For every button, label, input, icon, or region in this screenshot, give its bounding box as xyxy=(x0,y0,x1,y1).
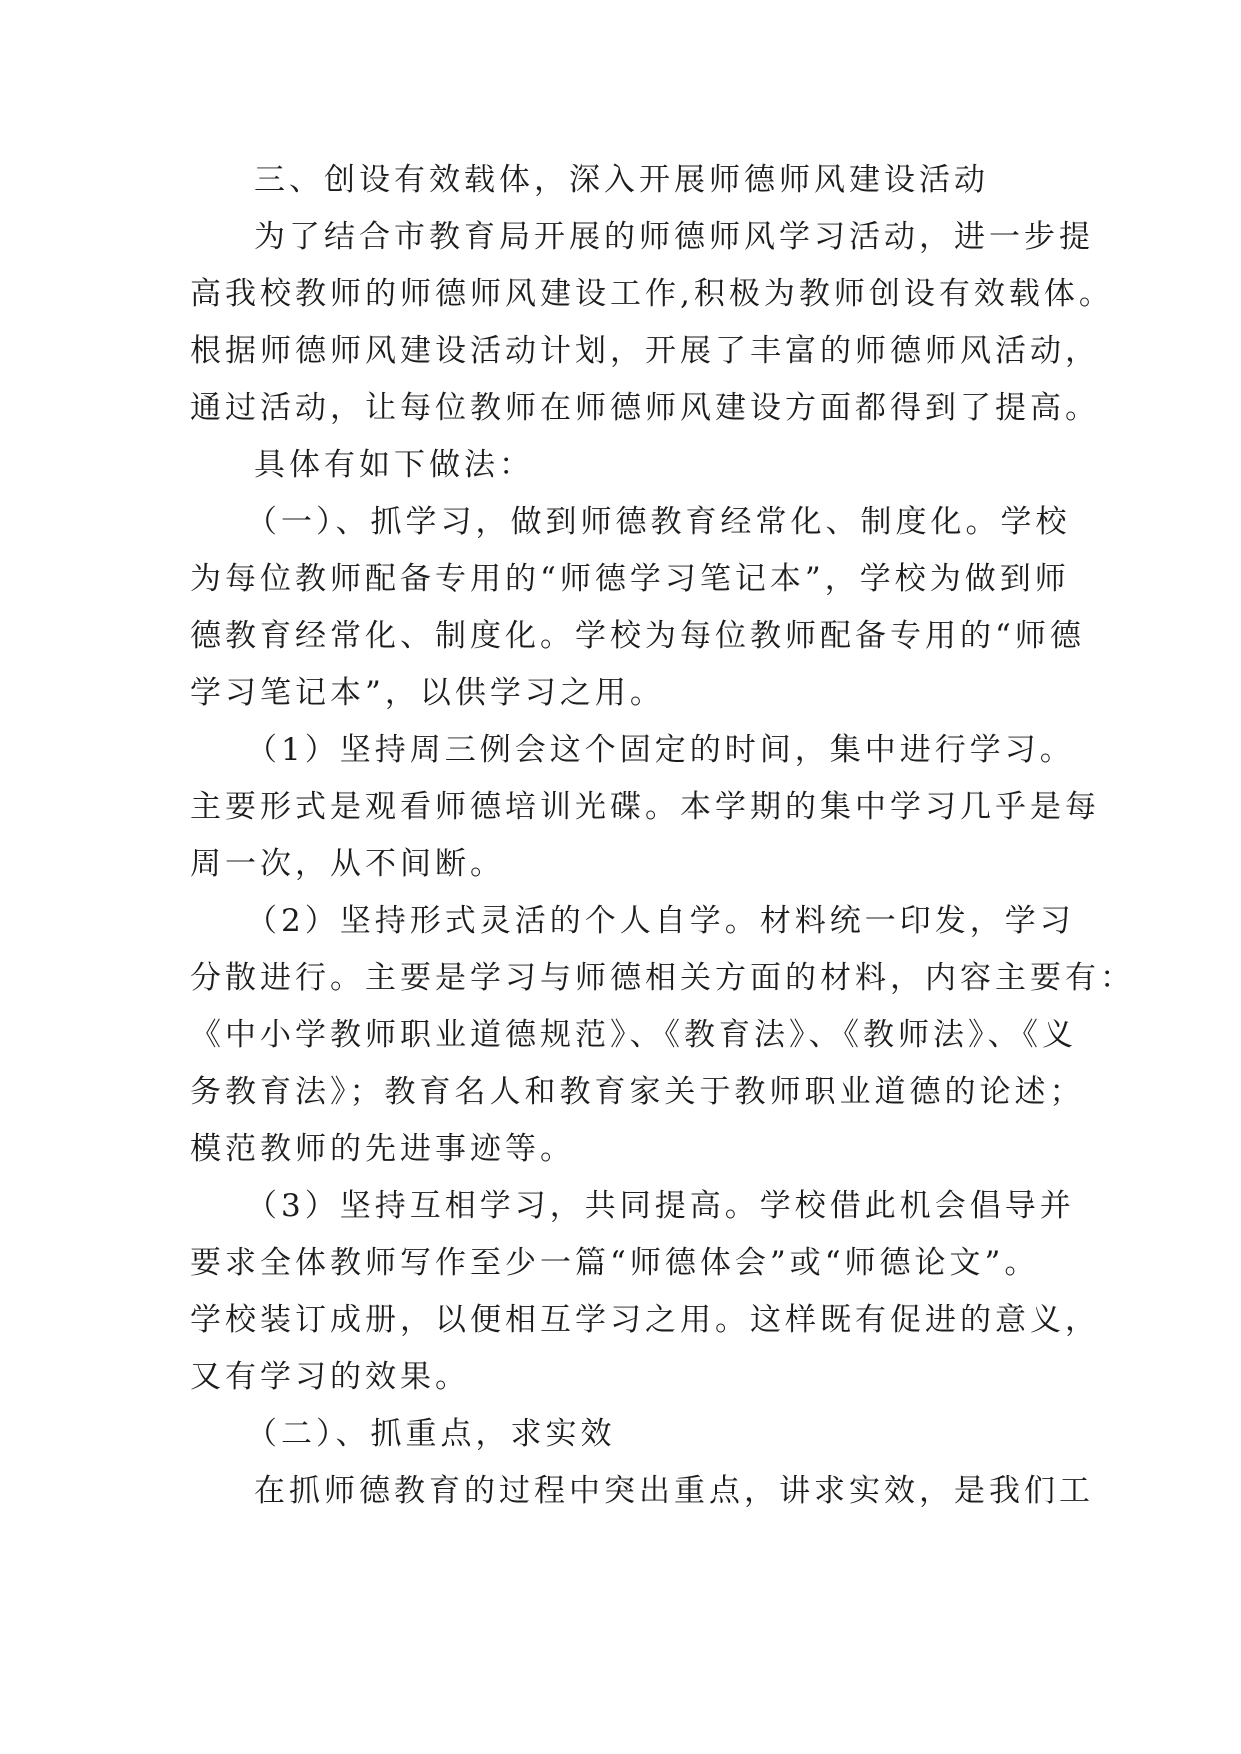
paragraph-line: 为了结合市教育局开展的师德师风学习活动，进一步提 xyxy=(254,219,1094,255)
paragraph-line: 根据师德师风建设活动计划，开展了丰富的师德师风活动， xyxy=(190,333,1100,369)
paragraph-line: 在抓师德教育的过程中突出重点，讲求实效，是我们工 xyxy=(254,1473,1094,1509)
subsection-heading: （二）、抓重点，求实效 xyxy=(246,1416,616,1452)
paragraph-line: 分散进行。主要是学习与师德相关方面的材料，内容主要有： xyxy=(190,960,1135,996)
paragraph-line: 学校装订成册，以便相互学习之用。这样既有促进的意义， xyxy=(190,1302,1100,1338)
paragraph-line: 又有学习的效果。 xyxy=(190,1359,470,1395)
paragraph-line: 高我校教师的师德师风建设工作,积极为教师创设有效载体。 xyxy=(190,276,1114,312)
paragraph-line: 《中小学教师职业道德规范》、《教育法》、《教师法》、《义 xyxy=(190,1017,1077,1053)
paragraph-line: 为每位教师配备专用的“师德学习笔记本”，学校为做到师 xyxy=(190,561,1070,597)
paragraph-line: 模范教师的先进事迹等。 xyxy=(190,1131,575,1167)
list-item-heading: （3）坚持互相学习，共同提高。学校借此机会倡导并 xyxy=(246,1188,1075,1224)
paragraph-line: 学习笔记本”，以供学习之用。 xyxy=(190,675,665,711)
section-heading: 三、创设有效载体，深入开展师德师风建设活动 xyxy=(254,162,989,198)
subsection-heading: （一）、抓学习，做到师德教育经常化、制度化。学校 xyxy=(246,504,1071,540)
paragraph-line: 务教育法》；教育名人和教育家关于教师职业道德的论述； xyxy=(190,1074,1085,1110)
paragraph-line: 德教育经常化、制度化。学校为每位教师配备专用的“师德 xyxy=(190,618,1085,654)
paragraph-line: 主要形式是观看师德培训光碟。本学期的集中学习几乎是每 xyxy=(190,789,1100,825)
paragraph-line: 周一次，从不间断。 xyxy=(190,846,505,882)
paragraph-line: 通过活动，让每位教师在师德师风建设方面都得到了提高。 xyxy=(190,390,1100,426)
list-item-heading: （2）坚持形式灵活的个人自学。材料统一印发，学习 xyxy=(246,903,1075,939)
paragraph-line: 具体有如下做法： xyxy=(254,447,534,483)
list-item-heading: （1）坚持周三例会这个固定的时间，集中进行学习。 xyxy=(246,732,1075,768)
paragraph-line: 要求全体教师写作至少一篇“师德体会”或“师德论文”。 xyxy=(190,1245,1040,1281)
